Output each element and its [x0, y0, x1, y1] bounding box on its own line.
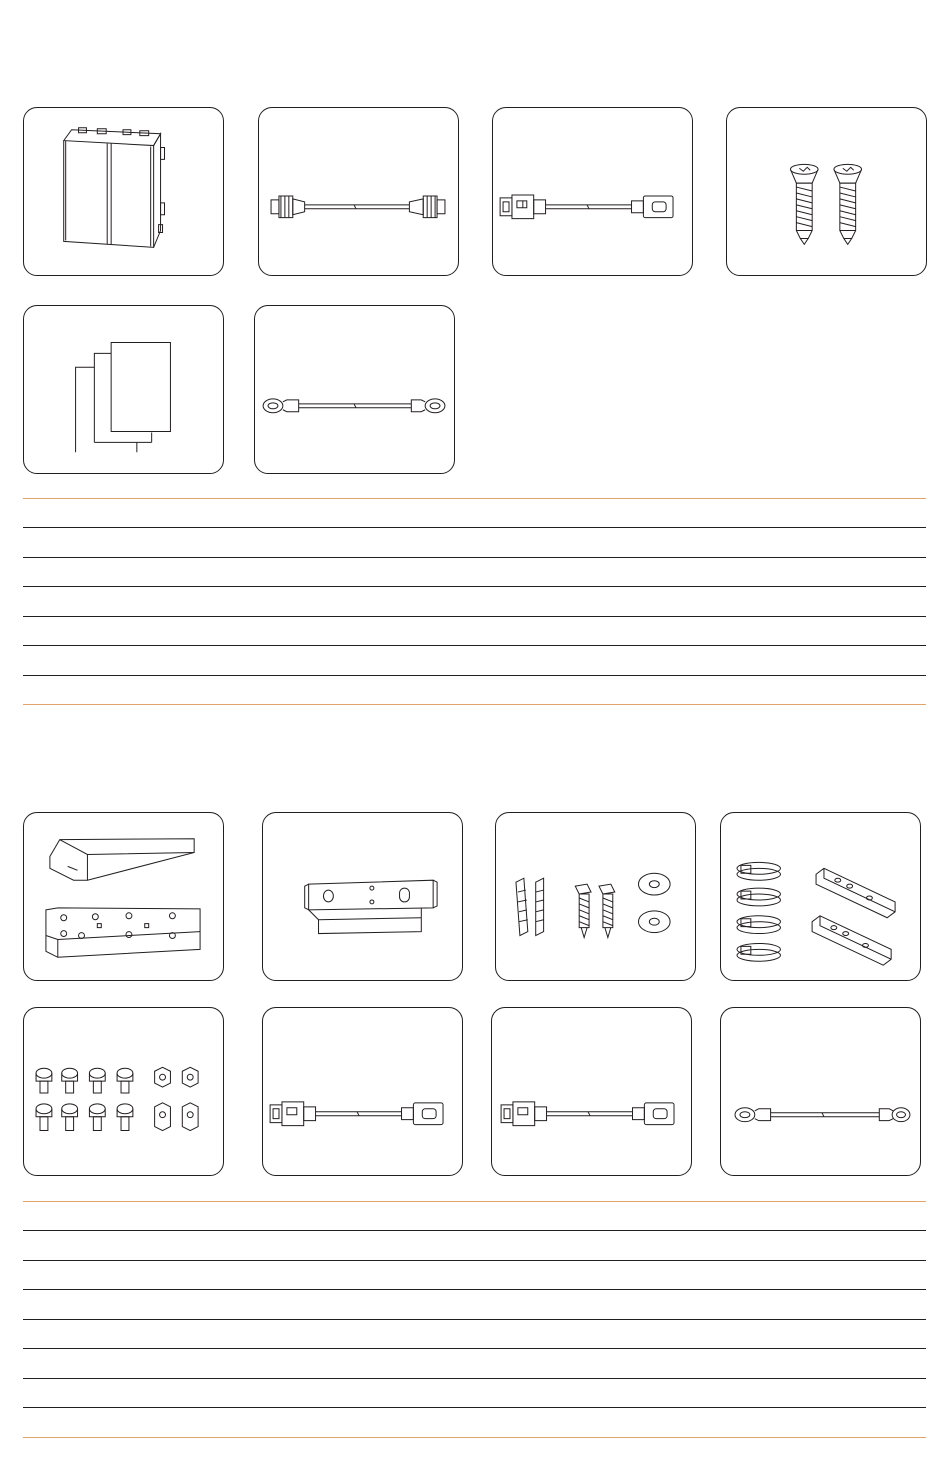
item-card-battery-module — [23, 107, 224, 276]
table-row-divider — [23, 675, 926, 676]
table-row-divider — [23, 1348, 926, 1349]
item-card-clamps-brackets — [720, 812, 921, 981]
item-card-plug-connector-cable-a — [262, 1007, 463, 1176]
table-row-divider — [23, 1289, 926, 1290]
item-card-anchors-screws-washers — [495, 812, 696, 981]
table-top-rule — [23, 1201, 926, 1202]
mounting-bracket-icon — [263, 813, 462, 980]
table-top-rule — [23, 498, 926, 499]
plug-connector-cable-icon — [263, 1008, 462, 1175]
item-card-ring-terminal-cable — [254, 305, 455, 474]
table-row-divider — [23, 616, 926, 617]
plug-connector-cable-icon — [493, 108, 692, 275]
item-card-mounting-bracket — [262, 812, 463, 981]
table-row-divider — [23, 557, 926, 558]
terminal-cover-and-block-icon — [24, 813, 223, 980]
anchors-screws-washers-icon — [496, 813, 695, 980]
plug-connector-cable-icon — [492, 1008, 691, 1175]
item-card-round-connector-cable — [258, 107, 459, 276]
documents-icon — [24, 306, 223, 473]
item-card-countersunk-screws — [726, 107, 927, 276]
countersunk-screws-icon — [727, 108, 926, 275]
ring-terminal-cable-icon — [255, 306, 454, 473]
clamps-and-brackets-icon — [721, 813, 920, 980]
ring-terminal-cable-icon — [721, 1008, 920, 1175]
table-row-divider — [23, 645, 926, 646]
item-card-plug-connector-cable-b — [491, 1007, 692, 1176]
item-card-bolts-nuts — [23, 1007, 224, 1176]
table-row-divider — [23, 586, 926, 587]
table-row-divider — [23, 527, 926, 528]
table-row-divider — [23, 1260, 926, 1261]
table-bottom-rule — [23, 1437, 926, 1438]
item-card-plug-connector-cable — [492, 107, 693, 276]
table-row-divider — [23, 1319, 926, 1320]
table-row-divider — [23, 1230, 926, 1231]
item-card-terminal-cover-block — [23, 812, 224, 981]
table-row-divider — [23, 1378, 926, 1379]
table-row-divider — [23, 1407, 926, 1408]
table-bottom-rule — [23, 704, 926, 705]
item-card-ring-terminal-cable-2 — [720, 1007, 921, 1176]
bolts-and-nuts-icon — [24, 1008, 223, 1175]
item-card-documents — [23, 305, 224, 474]
battery-module-icon — [24, 108, 223, 275]
round-connector-cable-icon — [259, 108, 458, 275]
